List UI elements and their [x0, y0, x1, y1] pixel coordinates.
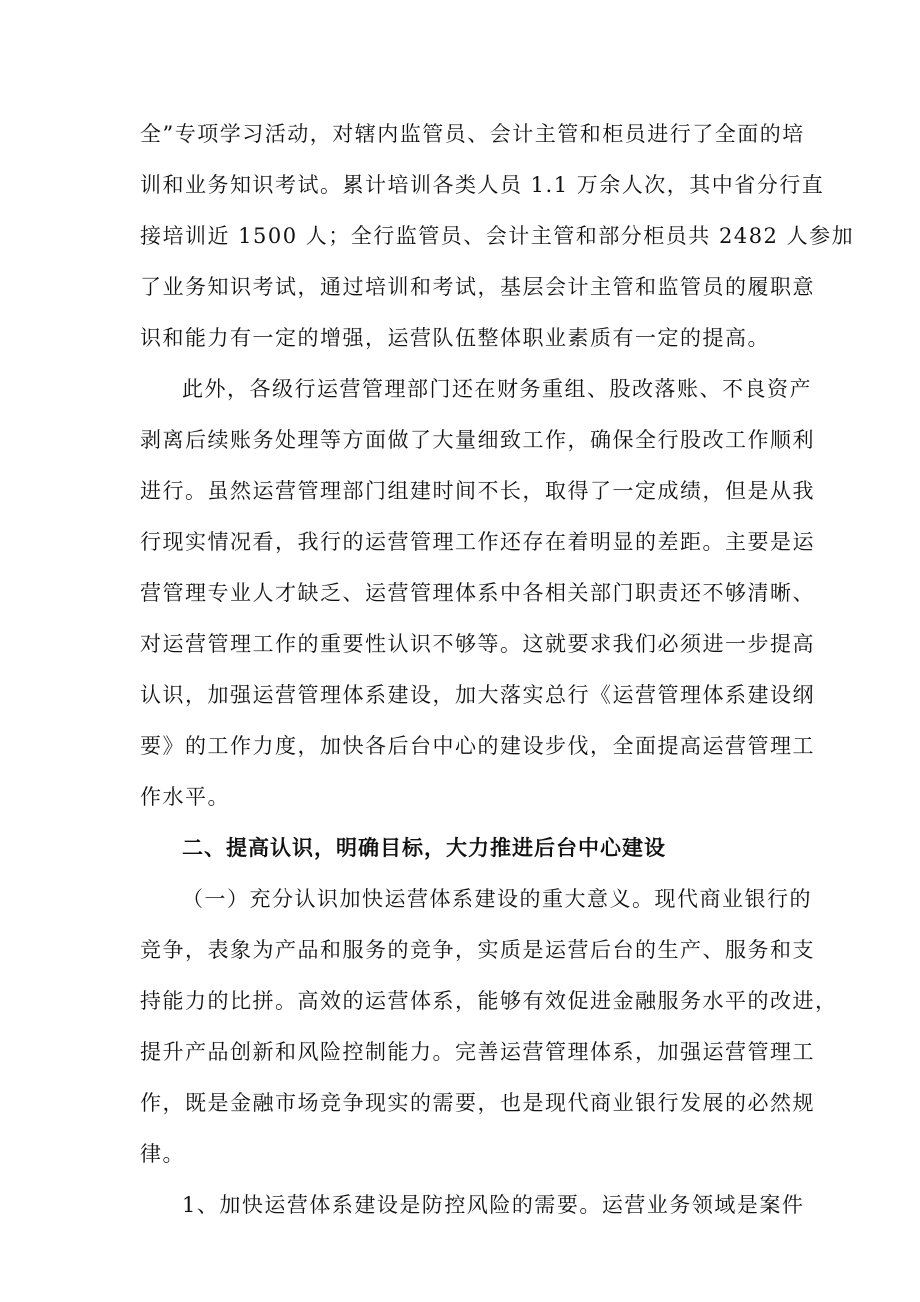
paragraph-2-line-4: 行现实情况看，我行的运营管理工作还存在着明显的差距。主要是运 — [140, 530, 815, 554]
paragraph-3-line-4: 提升产品创新和风险控制能力。完善运营管理体系，加强运营管理工 — [140, 1040, 815, 1064]
paragraph-3-line-1: （一）充分认识加快运营体系建设的重大意义。现代商业银行的 — [182, 887, 812, 911]
paragraph-4-line-1: 1、加快运营体系建设是防控风险的需要。运营业务领域是案件 — [182, 1193, 805, 1217]
paragraph-3-line-5: 作，既是金融市场竞争现实的需要，也是现代商业银行发展的必然规 — [140, 1091, 815, 1115]
paragraph-3-line-2: 竞争，表象为产品和服务的竞争，实质是运营后台的生产、服务和支 — [140, 938, 815, 962]
paragraph-3-line-6: 律。 — [140, 1142, 185, 1166]
paragraph-1-line-4: 了业务知识考试，通过培训和考试，基层会计主管和监管员的履职意 — [140, 275, 815, 299]
paragraph-3-line-3: 持能力的比拼。高效的运营体系，能够有效促进金融服务水平的改进， — [140, 989, 838, 1013]
paragraph-1-line-2: 训和业务知识考试。累计培训各类人员 1.1 万余人次，其中省分行直 — [140, 173, 825, 197]
paragraph-2-line-1: 此外，各级行运营管理部门还在财务重组、股改落账、不良资产 — [182, 377, 812, 401]
paragraph-1-line-1: 全”专项学习活动，对辖内监管员、会计主管和柜员进行了全面的培 — [140, 122, 805, 146]
paragraph-1-line-5: 识和能力有一定的增强，运营队伍整体职业素质有一定的提高。 — [140, 326, 770, 350]
paragraph-1-line-3: 接培训近 1500 人；全行监管员、会计主管和部分柜员共 2482 人参加 — [140, 224, 855, 248]
paragraph-2-line-6: 对运营管理工作的重要性认识不够等。这就要求我们必须进一步提高 — [140, 632, 815, 656]
paragraph-2-line-7: 认识，加强运营管理体系建设，加大落实总行《运营管理体系建设纲 — [140, 683, 815, 707]
paragraph-2-line-5: 营管理专业人才缺乏、运营管理体系中各相关部门职责还不够清晰、 — [140, 581, 815, 605]
paragraph-2-line-2: 剥离后续账务处理等方面做了大量细致工作，确保全行股改工作顺利 — [140, 428, 815, 452]
paragraph-2-line-9: 作水平。 — [140, 785, 230, 809]
section-heading: 二、提高认识，明确目标，大力推进后台中心建设 — [182, 836, 666, 860]
paragraph-2-line-8: 要》的工作力度，加快各后台中心的建设步伐，全面提高运营管理工 — [140, 734, 815, 758]
paragraph-2-line-3: 进行。虽然运营管理部门组建时间不长，取得了一定成绩，但是从我 — [140, 479, 815, 503]
